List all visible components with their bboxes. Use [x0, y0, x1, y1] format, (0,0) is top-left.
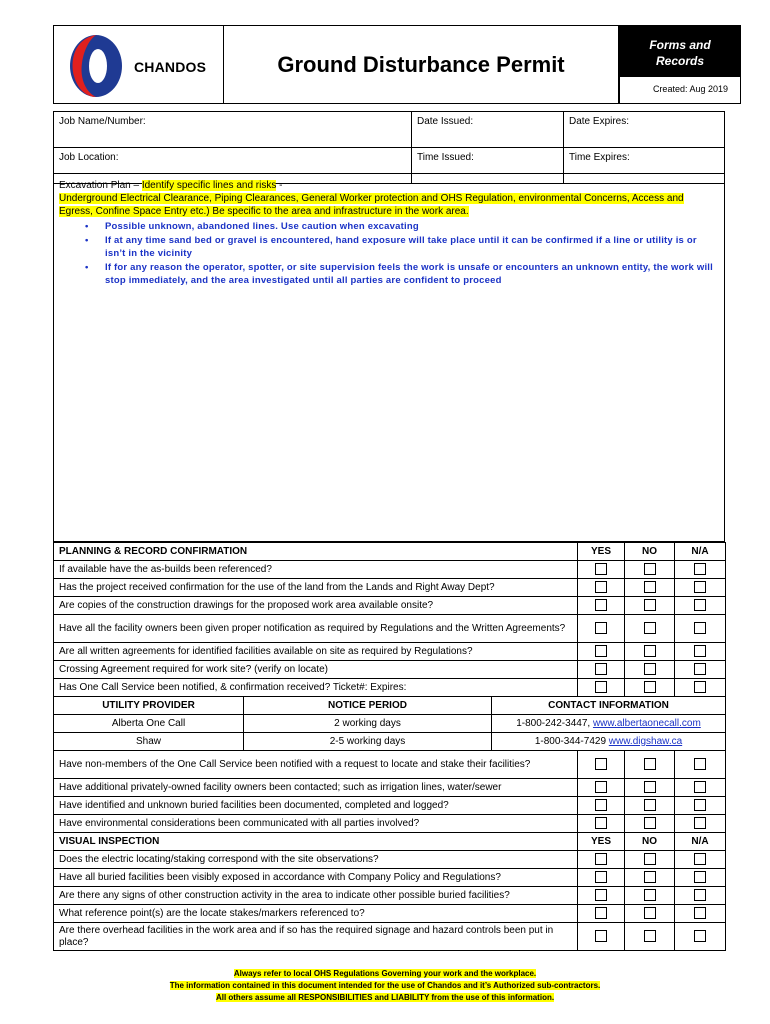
table-row	[54, 905, 726, 923]
question: If available have the as-builds been referenced?	[54, 561, 578, 579]
yes-checkbox[interactable]	[595, 781, 607, 793]
question: Has the project received confirmation for the use of the land from the Lands and Right Away Dept?	[54, 579, 578, 597]
table-row	[54, 851, 726, 869]
question: What reference point(s) are the locate stakes/markers referenced to?	[54, 905, 578, 923]
checklist-table	[53, 542, 726, 951]
plan-bullet: • Possible unknown, abandoned lines. Use caution when excavating	[59, 220, 719, 234]
utility-row	[54, 733, 726, 751]
contact-info-header: CONTACT INFORMATION	[492, 697, 726, 715]
yes-checkbox[interactable]	[595, 871, 607, 883]
table-row	[54, 579, 726, 597]
table-row	[54, 887, 726, 905]
excavation-plan-field[interactable]	[53, 173, 725, 542]
no-checkbox[interactable]	[644, 817, 656, 829]
question: Crossing Agreement required for work site? (verify on locate)	[54, 661, 578, 679]
no-checkbox[interactable]	[644, 758, 656, 770]
utility-row	[54, 715, 726, 733]
na-checkbox[interactable]	[694, 563, 706, 575]
utility-period: 2-5 working days	[244, 733, 492, 751]
time-issued-field[interactable]: Time Issued:	[412, 148, 564, 184]
utility-name: Shaw	[54, 733, 244, 751]
plan-lead-text: Excavation Plan –	[59, 180, 142, 191]
utility-contact	[492, 733, 726, 751]
plan-body-highlight: Underground Electrical Clearance, Piping Clearances, General Worker protection and OHS Regulation, environmental Concerns, Access and Egress, Confine Space Entry etc.) Be specific to the area and infrastructure in the work area.	[59, 193, 684, 217]
planning-heading: PLANNING & RECORD CONFIRMATION	[54, 543, 578, 561]
na-checkbox[interactable]	[694, 817, 706, 829]
na-checkbox[interactable]	[694, 663, 706, 675]
no-checkbox[interactable]	[644, 853, 656, 865]
yes-checkbox[interactable]	[595, 645, 607, 657]
no-header: NO	[625, 833, 675, 851]
question: Have environmental considerations been communicated with all parties involved?	[54, 815, 578, 833]
footer-line: The information contained in this document intended for the use of Chandos and it’s Authorized sub-contractors.	[169, 981, 601, 990]
na-checkbox[interactable]	[694, 930, 706, 942]
na-checkbox[interactable]	[694, 871, 706, 883]
question: Have non-members of the One Call Service been notified with a request to locate and stake their facilities?	[54, 751, 578, 779]
yes-checkbox[interactable]	[595, 853, 607, 865]
question: Have identified and unknown buried facilities been documented, completed and logged?	[54, 797, 578, 815]
na-checkbox[interactable]	[694, 581, 706, 593]
header	[53, 25, 741, 104]
na-checkbox[interactable]	[694, 889, 706, 901]
yes-checkbox[interactable]	[595, 563, 607, 575]
table-row	[54, 779, 726, 797]
logo-text: CHANDOS	[134, 59, 207, 75]
no-checkbox[interactable]	[644, 663, 656, 675]
question: Does the electric locating/staking correspond with the site observations?	[54, 851, 578, 869]
yes-checkbox[interactable]	[595, 907, 607, 919]
yes-checkbox[interactable]	[595, 663, 607, 675]
visual-header-row	[54, 833, 726, 851]
question: Has One Call Service been notified, & confirmation received? Ticket#: Expires:	[54, 679, 578, 697]
yes-checkbox[interactable]	[595, 758, 607, 770]
yes-header: YES	[578, 543, 625, 561]
no-checkbox[interactable]	[644, 622, 656, 634]
na-header: N/A	[675, 543, 726, 561]
na-checkbox[interactable]	[694, 599, 706, 611]
no-checkbox[interactable]	[644, 581, 656, 593]
no-checkbox[interactable]	[644, 889, 656, 901]
notice-period-header: NOTICE PERIOD	[244, 697, 492, 715]
no-checkbox[interactable]	[644, 930, 656, 942]
utility-link[interactable]: www.digshaw.ca	[608, 735, 683, 747]
table-row	[54, 615, 726, 643]
question: Have all buried facilities been visibly exposed in accordance with Company Policy and Regulations?	[54, 869, 578, 887]
footer-notice	[0, 968, 770, 1004]
utility-contact	[492, 715, 726, 733]
na-checkbox[interactable]	[694, 781, 706, 793]
visual-heading: VISUAL INSPECTION	[54, 833, 578, 851]
yes-checkbox[interactable]	[595, 817, 607, 829]
plan-lead-tail: -	[276, 180, 283, 191]
plan-body	[59, 192, 719, 218]
plan-lead-highlight: Identify specific lines and risks	[141, 180, 277, 191]
chandos-logo-icon	[66, 31, 126, 101]
footer-line: All others assume all RESPONSIBILITIES and LIABILITY from the use of this information.	[215, 993, 555, 1002]
question: Are all written agreements for identified facilities available on site as required by Regulations?	[54, 643, 578, 661]
question: Are there any signs of other construction activity in the area to indicate other possible buried facilities?	[54, 887, 578, 905]
no-checkbox[interactable]	[644, 799, 656, 811]
plan-lead	[59, 179, 719, 192]
no-checkbox[interactable]	[644, 907, 656, 919]
no-header: NO	[625, 543, 675, 561]
table-row	[54, 869, 726, 887]
date-expires-field[interactable]: Date Expires:	[564, 112, 725, 148]
table-row	[54, 751, 726, 779]
no-checkbox[interactable]	[644, 645, 656, 657]
na-checkbox[interactable]	[694, 799, 706, 811]
table-row	[54, 815, 726, 833]
question: Have additional privately-owned facility owners been contacted; such as irrigation lines, water/sewer	[54, 779, 578, 797]
forms-records-label	[619, 25, 741, 77]
footer-line: Always refer to local OHS Regulations Governing your work and the workplace.	[233, 969, 537, 978]
na-checkbox[interactable]	[694, 645, 706, 657]
table-row	[54, 797, 726, 815]
planning-header-row	[54, 543, 726, 561]
utility-phone: 1-800-242-3447,	[516, 717, 593, 729]
yes-checkbox[interactable]	[595, 581, 607, 593]
utility-phone: 1-800-344-7429	[534, 735, 609, 747]
no-checkbox[interactable]	[644, 781, 656, 793]
plan-bullet: • If at any time sand bed or gravel is encountered, hand exposure will take place until it can be confirmed if a line or utility is or isn’t in the vicinity	[59, 234, 719, 261]
table-row	[54, 923, 726, 951]
table-row	[54, 679, 726, 697]
plan-bullet: • If for any reason the operator, spotter, or site supervision feels the work is unsafe or encounters an unknown entity, the work will stop immediately, and the area investigated until all parties are confident to proceed	[59, 261, 719, 288]
question: Have all the facility owners been given proper notification as required by Regulations and the Written Agreements?	[54, 615, 578, 643]
job-name-field[interactable]: Job Name/Number:	[54, 112, 412, 148]
no-checkbox[interactable]	[644, 563, 656, 575]
table-row	[54, 561, 726, 579]
records-line: Records	[655, 54, 705, 68]
na-checkbox[interactable]	[694, 622, 706, 634]
time-expires-field[interactable]: Time Expires:	[564, 148, 725, 184]
table-row	[54, 661, 726, 679]
date-issued-field[interactable]: Date Issued:	[412, 112, 564, 148]
table-row	[54, 643, 726, 661]
no-checkbox[interactable]	[644, 871, 656, 883]
created-date: Created: Aug 2019	[619, 77, 741, 104]
title-box	[223, 25, 619, 104]
logo	[53, 25, 223, 104]
na-checkbox[interactable]	[694, 758, 706, 770]
utility-link[interactable]: www.albertaonecall.com	[592, 717, 701, 729]
job-location-field[interactable]: Job Location:	[54, 148, 412, 184]
utility-provider-header: UTILITY PROVIDER	[54, 697, 244, 715]
yes-checkbox[interactable]	[595, 681, 607, 693]
no-checkbox[interactable]	[644, 681, 656, 693]
utility-header-row	[54, 697, 726, 715]
yes-checkbox[interactable]	[595, 622, 607, 634]
question: Are there overhead facilities in the work area and if so has the required signage and hazard controls been put in place?	[54, 923, 578, 951]
plan-bullets	[59, 220, 719, 288]
na-checkbox[interactable]	[694, 907, 706, 919]
forms-line: Forms and	[649, 38, 711, 52]
na-checkbox[interactable]	[694, 853, 706, 865]
no-checkbox[interactable]	[644, 599, 656, 611]
na-checkbox[interactable]	[694, 681, 706, 693]
page-title: Ground Disturbance Permit	[277, 51, 565, 77]
yes-checkbox[interactable]	[595, 799, 607, 811]
yes-checkbox[interactable]	[595, 889, 607, 901]
utility-period: 2 working days	[244, 715, 492, 733]
yes-header: YES	[578, 833, 625, 851]
na-header: N/A	[675, 833, 726, 851]
question: Are copies of the construction drawings for the proposed work area available onsite?	[54, 597, 578, 615]
table-row	[54, 597, 726, 615]
utility-name: Alberta One Call	[54, 715, 244, 733]
yes-checkbox[interactable]	[595, 599, 607, 611]
yes-checkbox[interactable]	[595, 930, 607, 942]
